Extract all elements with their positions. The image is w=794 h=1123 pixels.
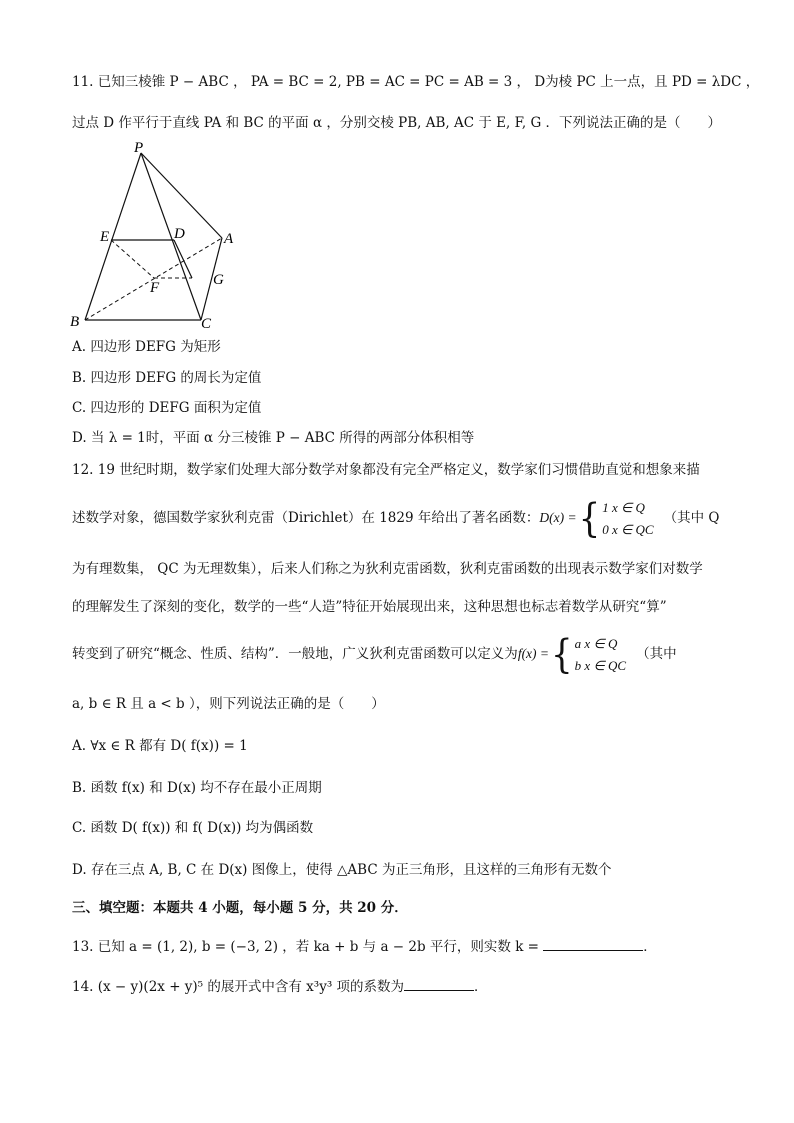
label-A: A (224, 231, 234, 247)
dirichlet-case-2: 0 x ∈ QC (602, 521, 654, 537)
q14-answer-blank[interactable] (404, 976, 474, 991)
q11-option-d: D. 当 λ = 1时，平面 α 分三棱锥 P − ABC 所得的两部分体积相等 (72, 430, 475, 446)
q13-end: ． (643, 939, 657, 955)
q11-stem-line2: 过点 D 作平行于直线 PA 和 BC 的平面 α ，分别交棱 PB, AB, AC 于 E, F, G ．下列说法正确的是（ ） (72, 115, 722, 131)
q14-end: ． (474, 979, 488, 995)
q13-text: 13. 已知 a = (1, 2), b = (−3, 2) ，若 ka + b 与 a − 2b 平行，则实数 k = (72, 939, 544, 955)
generalized-function: f(x) = (517, 646, 550, 661)
generalized-case-2: b x ∈ QC (574, 657, 627, 673)
q13-stem (72, 936, 657, 957)
q12-option-d: D. 存在三点 A, B, C 在 D(x) 图像上，使得 △ABC 为正三角形，且这样的三角形有无数个 (72, 862, 612, 878)
label-E: E (100, 229, 110, 245)
q12-stem-line1: 12. 19 世纪时期，数学家们处理大部分数学对象都没有完全严格定义，数学家们习惯借助直觉和想象来描 (72, 462, 700, 478)
brace: { (578, 495, 601, 542)
pyramid-figure (64, 140, 254, 335)
q11-option-a: A. 四边形 DEFG 为矩形 (72, 339, 221, 355)
dirichlet-cases (602, 497, 653, 541)
q12-stem-line6: a, b ∈ R 且 a < b ），则下列说法正确的是（ ） (72, 696, 385, 712)
label-F: F (150, 280, 160, 296)
q12-line2-text: 述数学对象，德国数学家狄利克雷（Dirichlet）在 1829 年给出了著名函数： (72, 510, 540, 526)
q12-line5-text: 转变到了研究“概念、性质、结构”．一般地，广义狄利克雷函数可以定义为 (72, 646, 518, 662)
brace: { (551, 631, 573, 678)
dirichlet-function: D(x) = (539, 510, 577, 525)
q14-stem (72, 976, 488, 997)
q12-stem-line2 (72, 494, 719, 542)
generalized-case-1: a x ∈ Q (574, 635, 618, 651)
q13-answer-blank[interactable] (543, 936, 643, 951)
label-P: P (134, 140, 144, 156)
q11-option-b: B. 四边形 DEFG 的周长为定值 (72, 370, 262, 386)
q12-stem-line3: 为有理数集， QC 为无理数集），后来人们称之为狄利克雷函数，狄利克雷函数的出现表示数学家们对数学 (72, 561, 703, 577)
q12-option-a: A. ∀x ∈ R 都有 D( f(x)) = 1 (72, 738, 248, 754)
label-D: D (174, 226, 185, 242)
label-G: G (213, 272, 224, 288)
q14-text: 14. (x − y)(2x + y)⁵ 的展开式中含有 x³y³ 项的系数为 (72, 979, 405, 995)
q11-stem-line1: 11. 已知三棱锥 P − ABC ， PA = BC = 2, PB = AC = PC = AB = 3 ， D为棱 PC 上一点，且 PD = λDC ， (72, 74, 760, 90)
section-heading: 三、填空题：本题共 4 小题，每小题 5 分，共 20 分． (72, 900, 408, 916)
q12-option-b: B. 函数 f(x) 和 D(x) 均不存在最小正周期 (72, 780, 322, 796)
q12-stem-line4: 的理解发生了深刻的变化，数学的一些“人造”特征开始展现出来，这种思想也标志着数学从研究“算” (72, 599, 667, 615)
label-C: C (201, 316, 212, 332)
label-B: B (70, 314, 80, 330)
dirichlet-case-1: 1 x ∈ Q (602, 499, 645, 515)
q11-option-c: C. 四边形的 DEFG 面积为定值 (72, 400, 262, 416)
generalized-cases (575, 633, 626, 677)
q12-option-c: C. 函数 D( f(x)) 和 f( D(x)) 均为偶函数 (72, 820, 314, 836)
q12-line2-tail: （其中 Q (663, 510, 720, 526)
q12-line5-tail: （其中 (636, 646, 677, 662)
q12-stem-line5 (72, 630, 677, 678)
